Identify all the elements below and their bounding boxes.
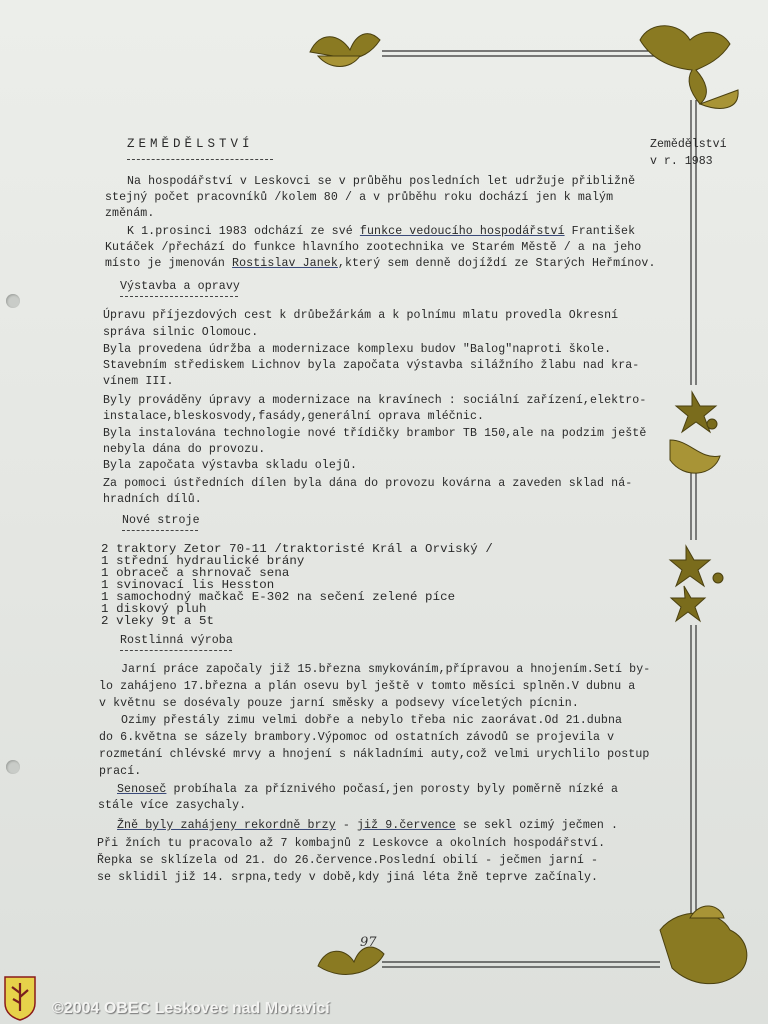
body-line: Řepka se sklízela od 21. do 26.července.Poslední obilí - ječmen jarní -	[97, 854, 599, 867]
list-item: 2 traktory Zetor 70-11 /traktoristé Král a Orviský /	[101, 542, 493, 556]
body-line: Za pomoci ústředních dílen byla dána do provozu kovárna a zaveden sklad ná-	[103, 477, 633, 490]
ornament-top-right	[640, 26, 738, 109]
page-title: ZEMĚDĚLSTVÍ	[127, 137, 254, 151]
body-line: Byla provedena údržba a modernizace komplexu budov "Balog"naproti škole.	[103, 343, 612, 356]
list-item: 1 diskový pluh	[101, 602, 207, 616]
body-line: Při žních tu pracovalo až 7 kombajnů z Leskovce a okolních hospodářství.	[97, 837, 606, 850]
body-line: Jarní práce započaly již 15.března smykováním,přípravou a hnojením.Setí by-	[121, 663, 651, 676]
copyright-footer: ©2004 OBEC Leskovec nad Moravicí	[52, 1000, 330, 1017]
municipality-logo	[3, 975, 37, 1021]
body-line: rozmetání chlévské mrvy a hnojení s nákladními auty,což velmi urychlilo postup	[99, 748, 650, 761]
body-line: Stavebním střediskem Lichnov byla započata výstavba silážního žlabu nad kra-	[103, 359, 640, 372]
text-span: probíhala za příznivého počasí,jen porosty byly poměrně nízké a	[166, 783, 619, 796]
underlined-text: Senoseč	[117, 783, 167, 796]
heading-underline	[122, 530, 198, 531]
body-line: správa silnic Olomouc.	[103, 326, 259, 339]
body-line	[117, 782, 618, 797]
underlined-text: funkce vedoucího hospodářství	[359, 225, 565, 238]
body-line: hradních dílů.	[103, 493, 202, 506]
page-number: 97	[360, 935, 377, 950]
intro-line: stejný počet pracovníků /kolem 80 / a v průběhu roku dochází jen k malým	[105, 191, 614, 204]
section-heading-machines: Nové stroje	[122, 514, 200, 527]
heading-underline	[120, 296, 238, 297]
section-heading-crops: Rostlinná výroba	[120, 634, 233, 647]
ornament-mid-bottom	[670, 546, 723, 621]
body-line: Byla započata výstavba skladu olejů.	[103, 459, 358, 472]
underlined-text: Žně byly zahájeny rekordně brzy	[117, 819, 336, 832]
body-line: vínem III.	[103, 375, 174, 388]
text-span: místo je jmenován	[105, 257, 233, 270]
text-span: -	[335, 819, 357, 832]
body-line: prací.	[99, 765, 142, 778]
text-span: K 1.prosinci 1983 odchází ze své	[127, 225, 360, 238]
body-line: v květnu se dosévaly pouze jarní směsky a podsevy víceletých pícnin.	[99, 697, 579, 710]
underlined-text: již 9.července	[356, 819, 456, 832]
intro-line: změnám.	[105, 207, 155, 220]
body-line: Ozimy přestály zimu velmi dobře a nebylo třeba nic zaorávat.Od 21.dubna	[121, 714, 623, 727]
section-heading-construction: Výstavba a opravy	[120, 280, 240, 293]
list-item: 1 střední hydraulické brány	[101, 554, 305, 568]
side-note-line: Zemědělství	[650, 138, 727, 151]
body-line: se sklidil již 14. srpna,tedy v době,kdy jiná léta žně teprve začínaly.	[97, 871, 599, 884]
text-span: se sekl ozimý ječmen .	[455, 819, 619, 832]
leadership-line	[127, 224, 635, 239]
list-item: 1 obraceč a shrnovač sena	[101, 566, 290, 580]
side-note-line: v r. 1983	[650, 155, 713, 168]
leadership-line	[105, 256, 656, 271]
text-span: ,který sem denně dojíždí ze Starých Heřmínov.	[337, 257, 656, 270]
leadership-line: Kutáček /přechází do funkce hlavního zootechnika ve Starém Městě / a na jeho	[105, 241, 642, 254]
body-line: lo zahájeno 17.března a plán osevu byl ještě v tomto měsíci splněn.V dubnu a	[99, 680, 636, 693]
body-line	[117, 818, 618, 833]
list-item: 1 svinovací lis Hesston	[101, 578, 275, 592]
list-item: 1 samochodný mačkač E-302 na sečení zelené píce	[101, 590, 456, 604]
body-line: Úpravu příjezdových cest k drůbežárkám a k polnímu mlatu provedla Okresní	[103, 309, 619, 322]
body-line: stále více zasychaly.	[98, 799, 247, 812]
side-note	[650, 136, 727, 170]
body-line: Byly prováděny úpravy a modernizace na kravínech : sociální zařízení,elektro-	[103, 394, 647, 407]
body-line: Byla instalována technologie nové třídičky brambor TB 150,ale na podzim ještě	[103, 427, 647, 440]
body-line: instalace,bleskosvody,fasády,generální oprava mléčnic.	[103, 410, 485, 423]
text-span: František	[564, 225, 636, 238]
heading-underline	[120, 650, 232, 651]
title-underline	[127, 159, 273, 160]
underlined-text: Rostislav Janek	[232, 257, 338, 270]
body-line: do 6.května se sázely brambory.Výpomoc od ostatních závodů se projevila v	[99, 731, 615, 744]
ornament-top-left	[310, 34, 380, 67]
body-line: nebyla dána do provozu.	[103, 443, 266, 456]
ornament-bottom-right	[660, 906, 747, 984]
ornament-bottom-left	[318, 947, 384, 974]
intro-line: Na hospodářství v Leskovci se v průběhu posledních let udržuje přibližně	[127, 175, 636, 188]
ornament-mid-top	[670, 392, 720, 473]
list-item: 2 vleky 9t a 5t	[101, 614, 215, 628]
